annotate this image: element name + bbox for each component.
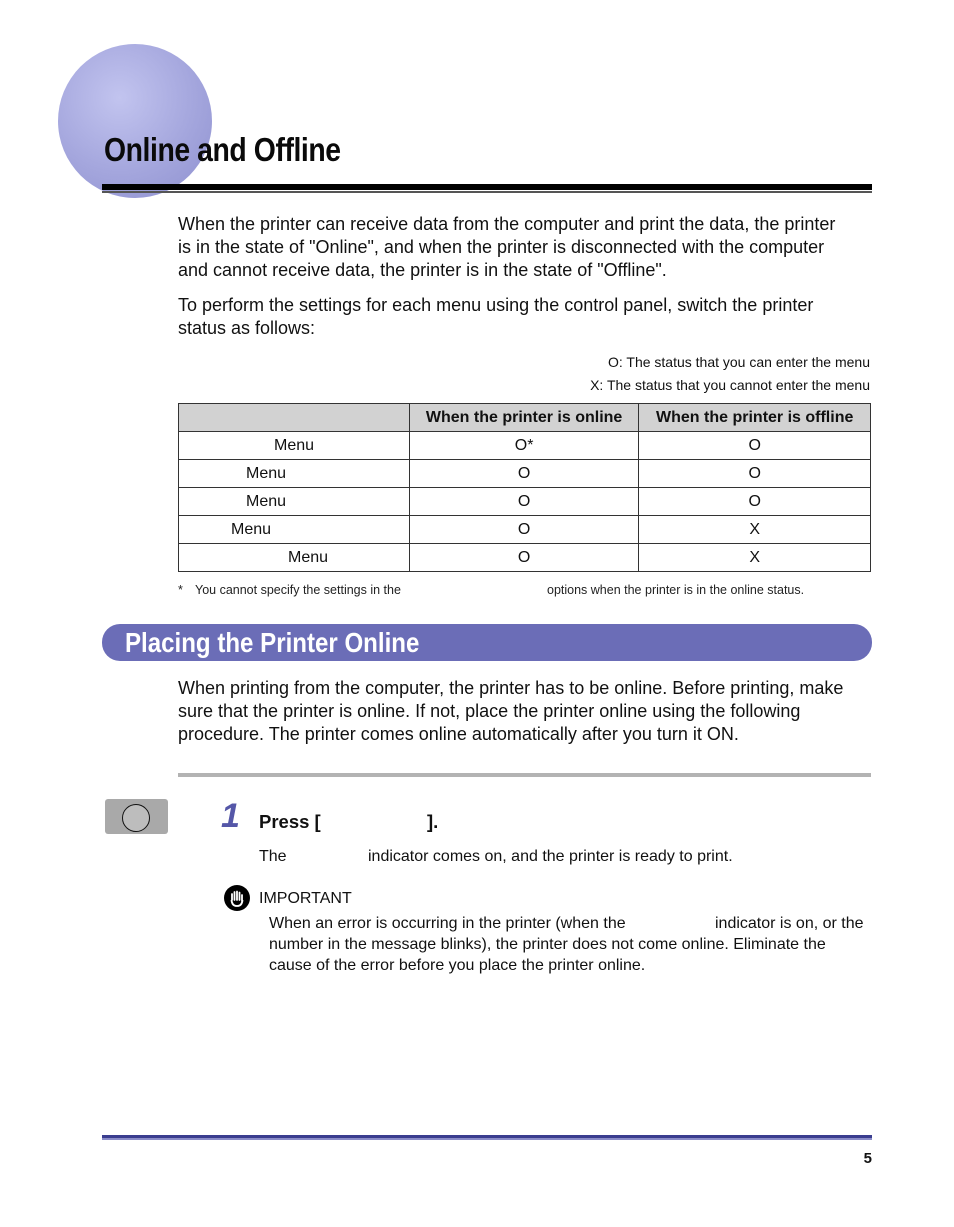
- table-header-blank: [179, 404, 410, 432]
- important-line-3: cause of the error before you place the printer online.: [269, 957, 646, 974]
- table-header-offline: When the printer is offline: [639, 404, 871, 432]
- footnote-text-2: options when the printer is in the online status.: [547, 583, 805, 597]
- table-row: [179, 516, 871, 544]
- important-line-1b: indicator is on, or the: [715, 915, 864, 932]
- page-title: Online and Offline: [104, 131, 341, 168]
- title-rule-thin: [102, 191, 872, 193]
- table-row: [179, 544, 871, 572]
- step-number: 1: [221, 797, 240, 835]
- table-row: [179, 460, 871, 488]
- step-description-2: indicator comes on, and the printer is ready to print.: [368, 848, 733, 865]
- table-cell-offline: X: [639, 516, 871, 544]
- footer-rule-light: [102, 1138, 872, 1140]
- page-number: 5: [863, 1150, 872, 1167]
- menu-status-table: [178, 403, 871, 572]
- step-description-1: The: [259, 848, 287, 865]
- important-line-1a: When an error is occurring in the printer (when the: [269, 915, 626, 932]
- section-title: Placing the Printer Online: [125, 627, 420, 658]
- table-header-row: [179, 404, 871, 432]
- table-row: [179, 432, 871, 460]
- table-cell-menu: Menu: [179, 544, 410, 572]
- table-cell-online: O: [409, 488, 639, 516]
- table-cell-online: O: [409, 516, 639, 544]
- table-cell-online: O*: [409, 432, 639, 460]
- step-press-label: Press [: [259, 811, 321, 832]
- intro-paragraph-2: To perform the settings for each menu using the control panel, switch the printer status as follows:: [178, 295, 814, 338]
- important-hand-icon: [224, 885, 250, 911]
- table-cell-offline: X: [639, 544, 871, 572]
- important-line-2: number in the message blinks), the printer does not come online. Eliminate the: [269, 936, 826, 953]
- table-cell-menu: Menu: [179, 488, 410, 516]
- step-press-close: ].: [427, 811, 439, 832]
- legend-o: O: The status that you can enter the menu: [607, 354, 870, 370]
- header-circle-decoration: [58, 44, 212, 198]
- table-cell-online: O: [409, 544, 639, 572]
- legend-x: X: The status that you cannot enter the menu: [590, 377, 870, 393]
- intro-paragraph-1: When the printer can receive data from the computer and print the data, the printer is in the state of "Online", and when the printer is disconnected with the computer and cannot receive data, the printer is in the state of "Offline".: [178, 214, 836, 280]
- table-cell-offline: O: [639, 488, 871, 516]
- table-cell-offline: O: [639, 432, 871, 460]
- table-cell-menu: Menu: [179, 432, 410, 460]
- table-row: [179, 488, 871, 516]
- key-button-icon: [122, 804, 150, 832]
- table-header-online: When the printer is online: [409, 404, 639, 432]
- footnote-text-1: You cannot specify the settings in the: [195, 583, 401, 597]
- table-cell-online: O: [409, 460, 639, 488]
- section-paragraph: When printing from the computer, the printer has to be online. Before printing, make sure that the printer is online. If not, place the printer online using the following procedure. The printer comes online automatically after you turn it ON.: [178, 678, 844, 744]
- table-cell-offline: O: [639, 460, 871, 488]
- title-rule: [102, 184, 872, 190]
- table-cell-menu: Menu: [179, 460, 410, 488]
- important-label: IMPORTANT: [259, 890, 352, 907]
- footnote-mark: *: [178, 583, 183, 597]
- table-cell-menu: Menu: [179, 516, 410, 544]
- step-divider: [178, 773, 871, 777]
